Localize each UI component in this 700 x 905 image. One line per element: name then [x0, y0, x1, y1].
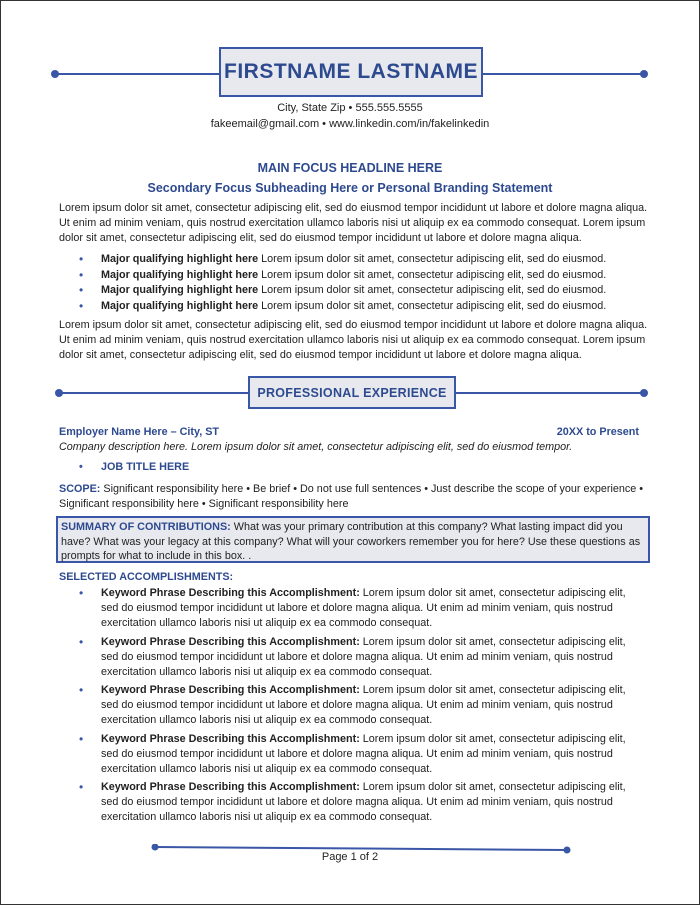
- accomplishment-text: Lorem ipsum dolor sit amet, consectetur adipiscing elit, sed do eiusmod tempor incididunt ut labore et dolore magna aliqua. Ut enim ad minim veniam, quis nostrud exercitation ullamco laboris nisi ut aliquip ex ea commodo consequat.: [101, 732, 626, 775]
- highlight-bold: Major qualifying highlight here: [101, 284, 259, 296]
- job-title: • JOB TITLE HERE: [79, 461, 189, 473]
- accomplishment-item: [79, 780, 635, 825]
- scope-label: SCOPE:: [59, 483, 101, 495]
- accomplishments-heading: SELECTED ACCOMPLISHMENTS:: [59, 571, 234, 583]
- accomplishment-keyword: Keyword Phrase Describing this Accomplishment:: [101, 732, 360, 745]
- accomplishment-keyword: Keyword Phrase Describing this Accomplishment:: [101, 587, 360, 599]
- contributions-text: What was your primary contribution at this company? What lasting impact did you have? What was your legacy at this company? What will your coworkers remember you for here? Use these questions as prompts for what to include in this box. .: [61, 521, 641, 562]
- employer-name: Employer Name Here – City, ST: [59, 426, 220, 438]
- highlight-text: Lorem ipsum dolor sit amet, consectetur adipiscing elit, sed do eiusmod.: [258, 253, 607, 265]
- summary-paragraph-1: Lorem ipsum dolor sit amet, consectetur adipiscing elit, sed do eiusmod tempor incididunt ut labore et dolore magna aliqua. Ut enim ad minim veniam, quis nostrud exercitation ullamco laboris nisi ut aliquip ex ea commodo consequat. Lorem ipsum dolor sit amet, consectetur adipiscing elit, sed do eiusmod tempor incididunt ut labore et dolore magna aliqua.: [59, 202, 648, 244]
- accomplishment-text: Lorem ipsum dolor sit amet, consectetur adipiscing elit, sed do eiusmod tempor incididunt ut labore et dolore magna aliqua. Ut enim ad minim veniam, quis nostrud exercitation ullamco laboris nisi ut aliquip ex ea commodo consequat.: [101, 635, 626, 678]
- rule-line-left: [55, 73, 219, 75]
- contributions-label: SUMMARY OF CONTRIBUTIONS:: [61, 521, 231, 533]
- accomplishment-item: [79, 635, 635, 680]
- highlight-text: Lorem ipsum dolor sit amet, consectetur adipiscing elit, sed do eiusmod.: [258, 284, 607, 296]
- main-headline: MAIN FOCUS HEADLINE HERE: [257, 161, 443, 175]
- highlight-bold: Major qualifying highlight here: [101, 268, 259, 281]
- name-box: [219, 47, 483, 97]
- accomplishment-text: Lorem ipsum dolor sit amet, consectetur adipiscing elit, sed do eiusmod tempor incididunt ut labore et dolore magna aliqua. Ut enim ad minim veniam, quis nostrud exercitation ullamco laboris nisi ut aliquip ex ea commodo consequat.: [101, 587, 626, 629]
- section-title-box: [248, 376, 456, 409]
- highlight-bold: Major qualifying highlight here: [101, 253, 259, 265]
- secondary-headline: Secondary Focus Subheading Here or Personal Branding Statement: [147, 181, 553, 195]
- accomplishment-keyword: Keyword Phrase Describing this Accomplishment:: [101, 684, 360, 696]
- highlight-text: Lorem ipsum dolor sit amet, consectetur adipiscing elit, sed do eiusmod.: [258, 268, 607, 281]
- contact-line-email-linkedin: fakeemail@gmail.com • www.linkedin.com/in/fakelinkedin: [210, 118, 490, 130]
- scope-text: Significant responsibility here • Be brief • Do not use full sentences • Just describe the scope of your experience • Significant responsibility here • Significant responsibility here: [59, 483, 644, 510]
- accomplishments-list: [79, 586, 635, 829]
- section-title: PROFESSIONAL EXPERIENCE: [257, 385, 447, 400]
- accomplishment-item: [79, 683, 635, 728]
- rule-line-right: [456, 392, 642, 394]
- rule-line-left: [59, 392, 248, 394]
- contributions-box: [56, 516, 650, 563]
- rule-dot-right: [640, 389, 648, 397]
- highlights-list: [79, 252, 639, 314]
- accomplishment-keyword: Keyword Phrase Describing this Accomplishment:: [101, 635, 360, 648]
- footer-line: [155, 847, 567, 850]
- rule-line-right: [483, 73, 643, 75]
- accomplishment-item: [79, 586, 635, 631]
- company-description: Company description here. Lorem ipsum dolor sit amet, consectetur adipiscing elit, sed do eiusmod tempor.: [59, 441, 573, 453]
- candidate-name: FIRSTNAME LASTNAME: [224, 60, 478, 83]
- accomplishment-keyword: Keyword Phrase Describing this Accomplishment:: [101, 781, 360, 793]
- rule-dot-right: [640, 70, 648, 78]
- highlight-item: [79, 299, 639, 315]
- highlight-bold: Major qualifying highlight here: [101, 299, 259, 312]
- highlight-item: [79, 283, 639, 299]
- accomplishment-text: Lorem ipsum dolor sit amet, consectetur adipiscing elit, sed do eiusmod tempor incididunt ut labore et dolore magna aliqua. Ut enim ad minim veniam, quis nostrud exercitation ullamco laboris nisi ut aliquip ex ea commodo consequat.: [101, 781, 626, 823]
- contact-line-location-phone: City, State Zip • 555.555.5555: [277, 102, 423, 114]
- highlight-item: [79, 252, 639, 268]
- scope-block: [59, 482, 649, 512]
- accomplishment-text: Lorem ipsum dolor sit amet, consectetur adipiscing elit, sed do eiusmod tempor incididunt ut labore et dolore magna aliqua. Ut enim ad minim veniam, quis nostrud exercitation ullamco laboris nisi ut aliquip ex ea commodo consequat.: [101, 684, 626, 726]
- accomplishment-item: [79, 732, 635, 777]
- employment-dates: 20XX to Present: [556, 426, 639, 438]
- highlight-text: Lorem ipsum dolor sit amet, consectetur adipiscing elit, sed do eiusmod.: [258, 299, 607, 312]
- page-number: Page 1 of 2: [321, 851, 379, 863]
- highlight-item: [79, 268, 639, 284]
- summary-paragraph-2: Lorem ipsum dolor sit amet, consectetur adipiscing elit, sed do eiusmod tempor incididunt ut labore et dolore magna aliqua. Ut enim ad minim veniam, quis nostrud exercitation ullamco laboris nisi ut aliquip ex ea commodo consequat. Lorem ipsum dolor sit amet, consectetur adipiscing elit, sed do eiusmod tempor incididunt ut labore et dolore magna aliqua.: [59, 319, 648, 361]
